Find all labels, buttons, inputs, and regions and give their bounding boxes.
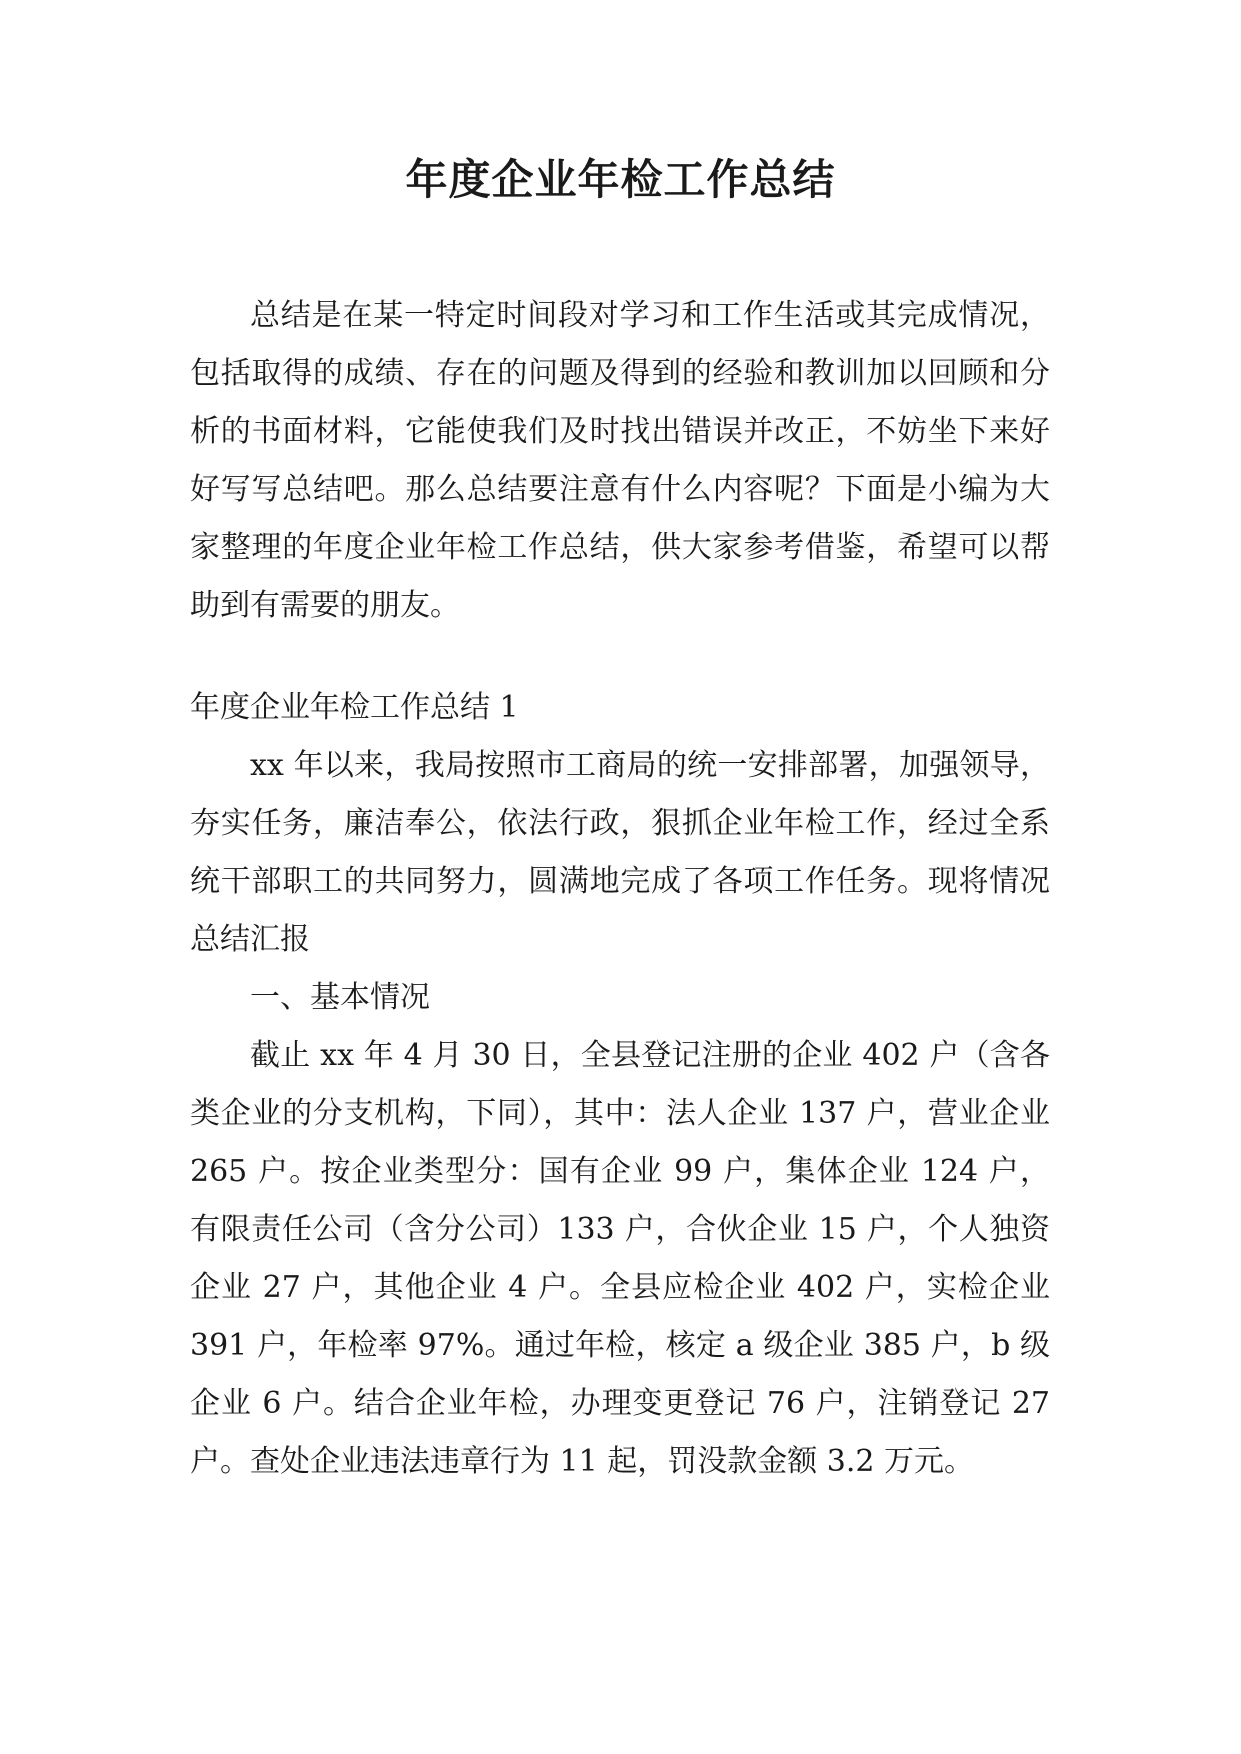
intro-paragraph: 总结是在某一特定时间段对学习和工作生活或其完成情况，包括取得的成绩、存在的问题及得到的经验和教训加以回顾和分析的书面材料，它能使我们及时找出错误并改正，不妨坐下来好好写写总结吧。那么总结要注意有什么内容呢？下面是小编为大家整理的年度企业年检工作总结，供大家参考借鉴，希望可以帮助到有需要的朋友。 (190, 298, 1050, 623)
subheading-basic-situation: 一、基本情况 (250, 980, 430, 1015)
section-heading: 年度企业年检工作总结 1 (190, 690, 519, 725)
document-title: 年度企业年检工作总结 (405, 155, 836, 204)
paragraph-1: xx 年以来，我局按照市工商局的统一安排部署，加强领导，夯实任务，廉洁奉公，依法行政，狠抓企业年检工作，经过全系统干部职工的共同努力，圆满地完成了各项工作任务。现将情况总结汇报 (190, 748, 1050, 957)
document-body (190, 287, 1050, 1491)
paragraph-2: 截止 xx 年 4 月 30 日，全县登记注册的企业 402 户（含各类企业的分支机构，下同），其中：法人企业 137 户，营业企业 265 户。按企业类型分：国有企业 99 户，集体企业 124 户，有限责任公司（含分公司）133 户，合伙企业 15 户，个人独资企业 27 户，其他企业 4 户。全县应检企业 402 户，实检企业 391 户，年检率 97%。通过年检，核定 a 级企业 385 户，b 级企业 6 户。结合企业年检，办理变更登记 76 户，注销登记 27 户。查处企业违法违章行为 11 起，罚没款金额 3.2 万元。 (190, 1038, 1050, 1479)
